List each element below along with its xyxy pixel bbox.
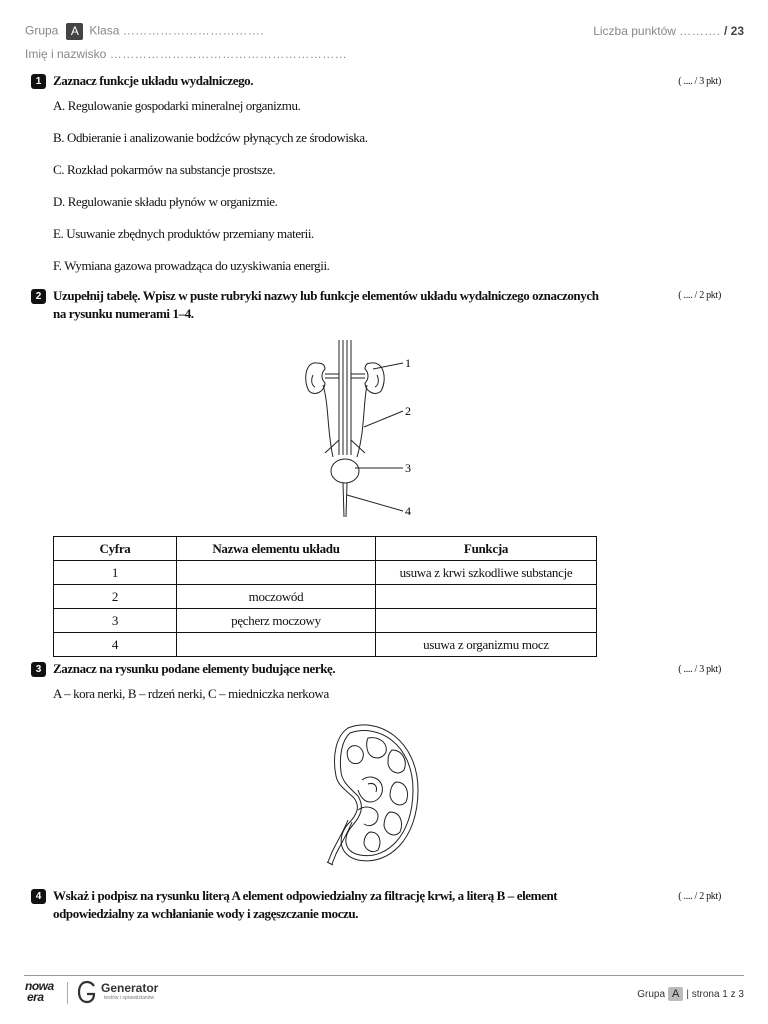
question-2-text <box>53 287 599 323</box>
urinary-elements-table <box>53 536 597 657</box>
group-field <box>25 23 264 40</box>
table-header-function: Funkcja <box>376 537 597 561</box>
points-input[interactable]: ………. <box>679 24 721 38</box>
table-row <box>54 585 597 609</box>
name-field <box>25 47 347 61</box>
generator-subtitle: testów i sprawdzianów <box>104 995 155 1001</box>
group-badge: A <box>66 23 83 40</box>
group-label: Grupa <box>25 23 59 38</box>
table-cell: moczowód <box>177 585 376 609</box>
question-4-points: ( .... / 2 pkt) <box>678 891 721 902</box>
points-label: Liczba punktów <box>593 24 676 38</box>
points-total: 23 <box>730 24 744 38</box>
question-2-text-line2: na rysunku numerami 1–4. <box>53 306 194 321</box>
figure-label-2: 2 <box>405 404 411 418</box>
question-1-option-b[interactable]: B. Odbieranie i analizowanie bodźców płynących ze środowiska. <box>53 130 368 145</box>
table-cell: 2 <box>54 585 177 609</box>
question-1-option-f[interactable]: F. Wymiana gazowa prowadząca do uzyskiwania energii. <box>53 258 330 273</box>
table-cell: usuwa z organizmu mocz <box>376 633 597 657</box>
question-1-points: ( .... / 3 pkt) <box>678 76 721 87</box>
table-cell: 3 <box>54 609 177 633</box>
figure-label-1: 1 <box>405 356 411 370</box>
question-1-option-e[interactable]: E. Usuwanie zbędnych produktów przemiany materii. <box>53 226 314 241</box>
question-2-text-line1: Uzupełnij tabelę. Wpisz w puste rubryki nazwy lub funkcje elementów układu wydalniczego oznaczonych <box>53 288 599 303</box>
question-4-text-line2: odpowiedzialny za wchłanianie wody i zagęszczanie moczu. <box>53 906 359 921</box>
urinary-system-figure <box>295 335 420 525</box>
question-1-text: Zaznacz funkcje układu wydalniczego. <box>53 73 254 88</box>
question-1-option-d[interactable]: D. Regulowanie składu płynów w organizmie. <box>53 194 278 209</box>
logo-line1: nowa <box>25 979 54 993</box>
question-2-number: 2 <box>31 289 46 304</box>
question-1-option-c[interactable]: C. Rozkład pokarmów na substancje prostsze. <box>53 162 276 177</box>
question-3-points: ( .... / 3 pkt) <box>678 664 721 675</box>
table-cell: 4 <box>54 633 177 657</box>
table-cell-input[interactable] <box>177 633 376 657</box>
logo-line2: era <box>27 990 44 1004</box>
question-1-number: 1 <box>31 74 46 89</box>
figure-label-4: 4 <box>405 504 411 518</box>
footer-group-label: Grupa <box>637 989 666 1000</box>
name-input[interactable]: ………………………………………………… <box>109 47 348 61</box>
table-cell-input[interactable] <box>376 609 597 633</box>
figure-label-3: 3 <box>405 461 411 475</box>
question-4-number: 4 <box>31 889 46 904</box>
table-header-name: Nazwa elementu układu <box>177 537 376 561</box>
generator-logo-icon <box>77 980 99 1004</box>
table-cell-input[interactable] <box>177 561 376 585</box>
question-2-points: ( .... / 2 pkt) <box>678 290 721 301</box>
footer-group-badge: A <box>668 987 683 1001</box>
question-3-number: 3 <box>31 662 46 677</box>
points-separator: / <box>723 24 728 38</box>
class-label: Klasa <box>89 23 120 38</box>
table-header-row <box>54 537 597 561</box>
table-cell-input[interactable] <box>376 585 597 609</box>
table-row <box>54 633 597 657</box>
question-3-text: Zaznacz na rysunku podane elementy budujące nerkę. <box>53 661 336 676</box>
table-header-digit: Cyfra <box>54 537 177 561</box>
footer-divider <box>24 975 744 976</box>
nowa-era-logo <box>25 981 54 1003</box>
question-4-text-line1: Wskaż i podpisz na rysunku literą A element odpowiedzialny za filtrację krwi, a literą B – element <box>53 888 558 903</box>
footer-page-info <box>637 987 744 1001</box>
generator-title: Generator <box>101 981 159 995</box>
question-4-text <box>53 887 557 923</box>
table-cell: 1 <box>54 561 177 585</box>
kidney-cross-section-figure[interactable] <box>318 720 428 870</box>
class-field[interactable]: ……………………………. <box>122 23 265 38</box>
table-row <box>54 609 597 633</box>
table-cell: pęcherz moczowy <box>177 609 376 633</box>
table-row <box>54 561 597 585</box>
footer-page-number: | strona 1 z 3 <box>686 989 744 1000</box>
points-field <box>593 24 744 38</box>
name-label: Imię i nazwisko <box>25 47 107 61</box>
logo-separator <box>67 982 68 1004</box>
question-3-subtext: A – kora nerki, B – rdzeń nerki, C – miedniczka nerkowa <box>53 686 329 701</box>
table-cell: usuwa z krwi szkodliwe substancje <box>376 561 597 585</box>
question-1-option-a[interactable]: A. Regulowanie gospodarki mineralnej organizmu. <box>53 98 301 113</box>
